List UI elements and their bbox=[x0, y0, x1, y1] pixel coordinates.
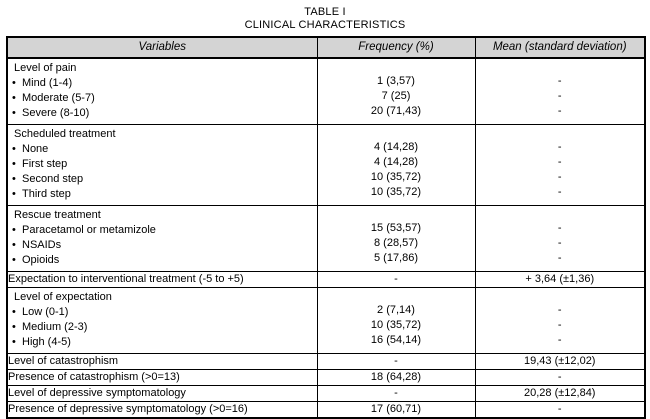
row-mean-presence-depressive: - bbox=[475, 402, 645, 419]
group-frequency-cell-level-of-expectation bbox=[317, 288, 475, 354]
group-cell-scheduled-treatment bbox=[7, 125, 317, 206]
list-item: • None bbox=[8, 142, 317, 157]
list-item: • First step bbox=[8, 157, 317, 172]
row-label-presence-catastrophism: Presence of catastrophism (>0=13) bbox=[7, 370, 317, 386]
group-items bbox=[8, 305, 317, 353]
cell-value: - bbox=[557, 222, 562, 234]
list-item: • Medium (2-3) bbox=[8, 320, 317, 335]
cell-value: 1 (3,57) bbox=[377, 75, 415, 87]
column-header-variables: Variables bbox=[7, 37, 317, 58]
table-row bbox=[7, 402, 645, 419]
cell-value: 20 (71,43) bbox=[370, 105, 422, 117]
spacer bbox=[476, 125, 645, 140]
cell-value: - bbox=[557, 237, 562, 249]
cell-value: - bbox=[557, 334, 562, 346]
group-cell-level-of-pain bbox=[7, 58, 317, 125]
row-label-presence-depressive: Presence of depressive symptomatology (>0=16) bbox=[7, 402, 317, 419]
cell-value: - bbox=[557, 141, 562, 153]
table-caption bbox=[6, 6, 644, 32]
list-item: • Second step bbox=[8, 172, 317, 187]
clinical-characteristics-table bbox=[6, 36, 646, 419]
table-row bbox=[7, 58, 645, 125]
cell-value: - bbox=[557, 186, 562, 198]
spacer bbox=[476, 288, 645, 303]
list-item: • Opioids bbox=[8, 253, 317, 268]
spacer bbox=[318, 125, 475, 140]
group-mean-cell-scheduled-treatment bbox=[475, 125, 645, 206]
row-frequency-level-catastrophism: - bbox=[317, 354, 475, 370]
list-item: • Paracetamol or metamizole bbox=[8, 223, 317, 238]
table-row bbox=[7, 354, 645, 370]
group-title: Scheduled treatment bbox=[14, 128, 116, 140]
column-header-frequency: Frequency (%) bbox=[317, 37, 475, 58]
table-row bbox=[7, 125, 645, 206]
row-label-level-catastrophism: Level of catastrophism bbox=[7, 354, 317, 370]
group-title: Level of pain bbox=[14, 62, 77, 74]
row-frequency-presence-catastrophism: 18 (64,28) bbox=[317, 370, 475, 386]
row-frequency-level-depressive: - bbox=[317, 386, 475, 402]
cell-value: 10 (35,72) bbox=[370, 171, 422, 183]
group-title: Level of expectation bbox=[14, 291, 112, 303]
table-title: CLINICAL CHARACTERISTICS bbox=[244, 19, 406, 31]
group-cell-level-of-expectation bbox=[7, 288, 317, 354]
group-items bbox=[8, 76, 317, 124]
row-label-level-depressive: Level of depressive symptomatology bbox=[7, 386, 317, 402]
group-items bbox=[8, 223, 317, 271]
cell-value: - bbox=[557, 75, 562, 87]
cell-value: 10 (35,72) bbox=[370, 186, 422, 198]
cell-value: 15 (53,57) bbox=[370, 222, 422, 234]
list-item: • Severe (8-10) bbox=[8, 106, 317, 121]
row-mean-level-depressive: 20,28 (±12,84) bbox=[475, 386, 645, 402]
group-cell-rescue-treatment bbox=[7, 206, 317, 272]
cell-value: 5 (17,86) bbox=[373, 252, 419, 264]
group-mean-cell-level-of-pain bbox=[475, 58, 645, 125]
cell-value: - bbox=[557, 105, 562, 117]
row-mean-presence-catastrophism: - bbox=[475, 370, 645, 386]
cell-value: 16 (54,14) bbox=[370, 334, 422, 346]
list-item: • Low (0-1) bbox=[8, 305, 317, 320]
table-header-row bbox=[7, 37, 645, 58]
spacer bbox=[318, 288, 475, 303]
cell-value: 2 (7,14) bbox=[377, 304, 415, 316]
group-items bbox=[8, 142, 317, 205]
table-row bbox=[7, 370, 645, 386]
group-title: Rescue treatment bbox=[14, 209, 101, 221]
cell-value: - bbox=[557, 304, 562, 316]
cell-value: 7 (25) bbox=[381, 90, 411, 102]
cell-value: - bbox=[557, 252, 562, 264]
row-label-expectation-interventional: Expectation to interventional treatment (-5 to +5) bbox=[7, 272, 317, 288]
table-row bbox=[7, 386, 645, 402]
list-item: • NSAIDs bbox=[8, 238, 317, 253]
list-item: • Third step bbox=[8, 187, 317, 202]
row-mean-expectation-interventional: + 3,64 (±1,36) bbox=[475, 272, 645, 288]
cell-value: 10 (35,72) bbox=[370, 319, 422, 331]
cell-value: 4 (14,28) bbox=[373, 156, 419, 168]
row-frequency-presence-depressive: 17 (60,71) bbox=[317, 402, 475, 419]
row-mean-level-catastrophism: 19,43 (±12,02) bbox=[475, 354, 645, 370]
list-item: • Mind (1-4) bbox=[8, 76, 317, 91]
cell-value: - bbox=[557, 90, 562, 102]
table-number: TABLE I bbox=[304, 6, 346, 18]
list-item: • Moderate (5-7) bbox=[8, 91, 317, 106]
group-mean-cell-rescue-treatment bbox=[475, 206, 645, 272]
cell-value: 8 (28,57) bbox=[373, 237, 419, 249]
list-item: • High (4-5) bbox=[8, 335, 317, 350]
cell-value: - bbox=[557, 319, 562, 331]
cell-value: 4 (14,28) bbox=[373, 141, 419, 153]
spacer bbox=[318, 206, 475, 221]
row-frequency-expectation-interventional: - bbox=[317, 272, 475, 288]
cell-value: - bbox=[557, 156, 562, 168]
column-header-mean: Mean (standard deviation) bbox=[475, 37, 645, 58]
group-frequency-cell-rescue-treatment bbox=[317, 206, 475, 272]
group-mean-cell-level-of-expectation bbox=[475, 288, 645, 354]
table-row bbox=[7, 288, 645, 354]
table-row bbox=[7, 272, 645, 288]
spacer bbox=[476, 59, 645, 74]
spacer bbox=[476, 206, 645, 221]
spacer bbox=[318, 59, 475, 74]
cell-value: - bbox=[557, 171, 562, 183]
table-row bbox=[7, 206, 645, 272]
group-frequency-cell-scheduled-treatment bbox=[317, 125, 475, 206]
group-frequency-cell-level-of-pain bbox=[317, 58, 475, 125]
